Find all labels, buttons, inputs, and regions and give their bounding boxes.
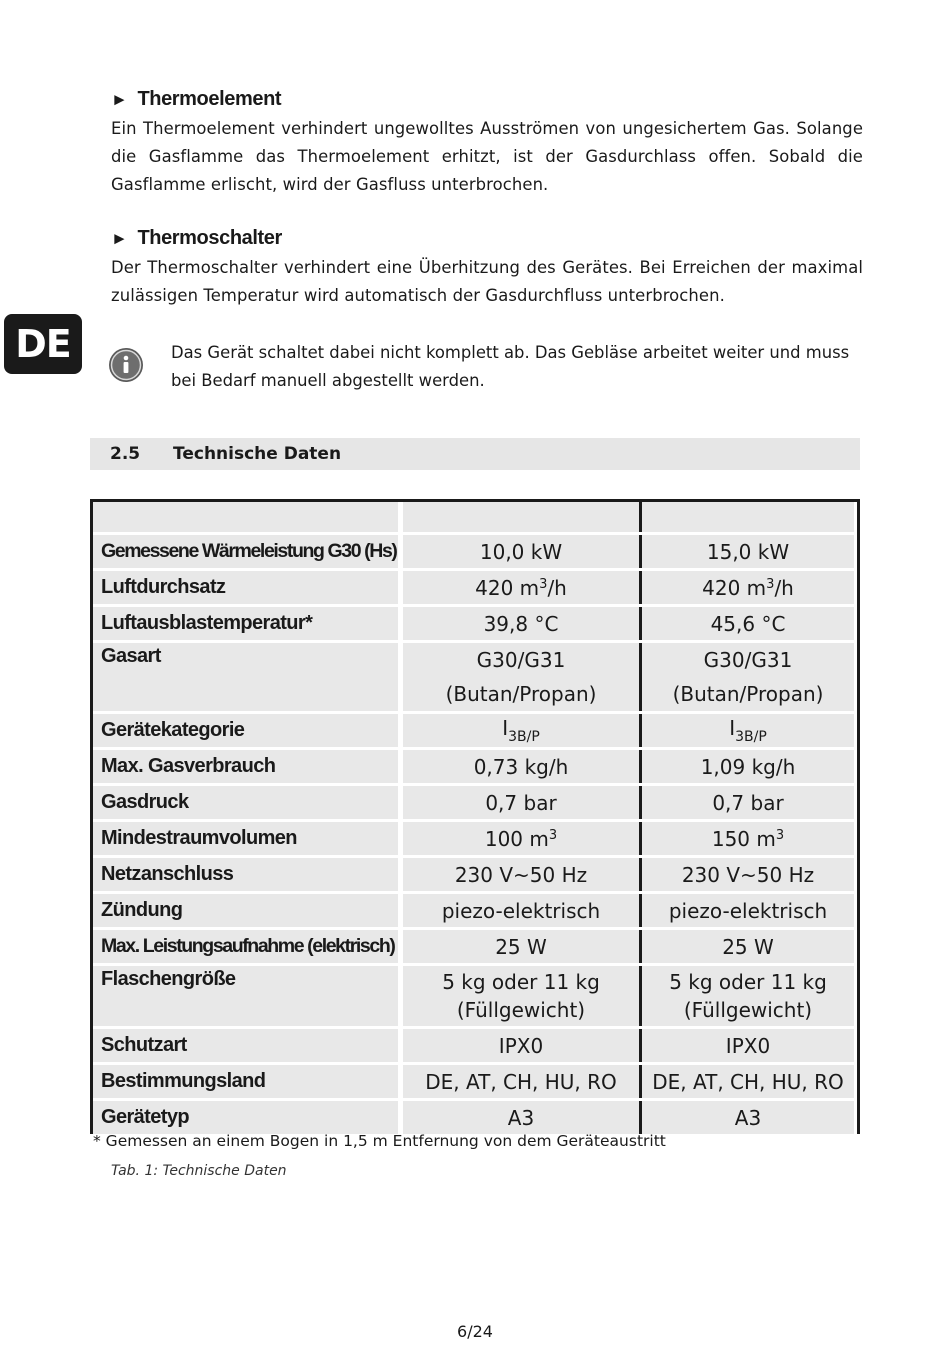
value-line: (Butan/Propan)	[445, 682, 597, 706]
row-value: DE, AT, CH, HU, RO	[642, 1065, 854, 1098]
section-thermoschalter	[111, 227, 863, 310]
row-label: Gerätetyp	[93, 1101, 403, 1134]
table-row	[93, 858, 857, 894]
row-label: Netzanschluss	[93, 858, 403, 891]
value-main: 100 m	[484, 826, 549, 851]
row-value: 1,09 kg/h	[642, 750, 854, 783]
value-main: 420 m	[475, 575, 540, 600]
row-label: Gerätekategorie	[93, 714, 403, 747]
table-row	[93, 571, 857, 607]
table-row	[93, 966, 857, 1029]
table-row	[93, 535, 857, 571]
row-value: 0,7 bar	[642, 786, 854, 819]
row-value: 230 V~50 Hz	[642, 858, 854, 891]
triangle-bullet-icon: ►	[111, 89, 128, 109]
row-value	[642, 822, 854, 855]
row-label: Gasdruck	[93, 786, 403, 819]
row-label: Gasart	[93, 643, 403, 711]
row-value	[642, 714, 854, 747]
value-subscript: 3B/P	[508, 729, 540, 745]
section-thermoelement	[111, 88, 863, 199]
value-main: I	[729, 716, 736, 740]
value-line: G30/G31	[476, 648, 566, 672]
value-line: (Füllgewicht)	[683, 998, 813, 1022]
language-tab: DE	[4, 314, 82, 374]
table-row	[93, 1029, 857, 1065]
info-icon	[108, 347, 144, 383]
page-number: 6/24	[457, 1322, 493, 1341]
table-header-cell	[403, 502, 642, 532]
row-value: 25 W	[642, 930, 854, 963]
value-line: 5 kg oder 11 kg	[442, 970, 600, 994]
section-heading-bar	[90, 438, 860, 470]
table-caption: Tab. 1: Technische Daten	[111, 1163, 287, 1179]
row-value: DE, AT, CH, HU, RO	[403, 1065, 642, 1098]
table-row	[93, 822, 857, 858]
table-row	[93, 750, 857, 786]
info-note-text: Das Gerät schaltet dabei nicht komplett ab. Das Gebläse arbeitet weiter und muss bei Bedarf manuell abgestellt werden.	[171, 343, 850, 390]
row-label: Gemessene Wärmeleistung G30 (Hs)	[93, 535, 403, 568]
row-label: Luftdurchsatz	[93, 571, 403, 604]
heading-title: Technische Daten	[173, 444, 342, 464]
value-subscript: 3B/P	[735, 729, 767, 745]
value-line: 5 kg oder 11 kg	[669, 970, 827, 994]
heading-number: 2.5	[110, 444, 141, 464]
value-line: (Butan/Propan)	[672, 682, 824, 706]
row-value: 25 W	[403, 930, 642, 963]
section-paragraph: Ein Thermoelement verhindert ungewolltes Ausströmen von ungesichertem Gas. Solange die Gasflamme das Thermoelement erhitzt, ist der Gasdurchlass offen. Sobald die Gasflamme erlischt, wird der Gasfluss unterbrochen.	[111, 119, 863, 194]
value-line: G30/G31	[703, 648, 793, 672]
row-value	[403, 571, 642, 604]
row-label: Luftausblastemperatur*	[93, 607, 403, 640]
value-rest: /h	[774, 575, 794, 600]
row-label: Schutzart	[93, 1029, 403, 1062]
row-value: IPX0	[642, 1029, 854, 1062]
section-title-text: Thermoschalter	[137, 227, 282, 249]
row-value: 0,7 bar	[403, 786, 642, 819]
row-value: A3	[642, 1101, 854, 1134]
row-value	[403, 822, 642, 855]
row-value: IPX0	[403, 1029, 642, 1062]
table-row	[93, 930, 857, 966]
row-value	[642, 643, 854, 711]
value-rest: /h	[547, 575, 567, 600]
table-row	[93, 786, 857, 822]
section-title	[111, 227, 863, 250]
triangle-bullet-icon: ►	[111, 228, 128, 248]
row-value: A3	[403, 1101, 642, 1134]
table-row	[93, 1065, 857, 1101]
table-row	[93, 894, 857, 930]
row-value: 0,73 kg/h	[403, 750, 642, 783]
table-row	[93, 643, 857, 714]
value-main: 150 m	[711, 826, 776, 851]
row-value	[642, 966, 854, 1026]
section-title	[111, 88, 863, 111]
row-value	[403, 966, 642, 1026]
row-value: piezo-elektrisch	[403, 894, 642, 927]
table-row	[93, 1101, 857, 1134]
row-value: 45,6 °C	[642, 607, 854, 640]
value-main: 420 m	[702, 575, 767, 600]
row-value	[403, 643, 642, 711]
row-label: Zündung	[93, 894, 403, 927]
table-header-row	[93, 502, 857, 535]
row-value	[403, 714, 642, 747]
row-label: Max. Gasverbrauch	[93, 750, 403, 783]
value-superscript: 3	[539, 576, 548, 592]
row-label: Bestimmungsland	[93, 1065, 403, 1098]
row-label: Flaschengröße	[93, 966, 403, 1026]
row-value	[642, 571, 854, 604]
row-label: Mindestraumvolumen	[93, 822, 403, 855]
value-main: I	[502, 716, 509, 740]
section-title-text: Thermoelement	[137, 88, 282, 110]
value-superscript: 3	[548, 827, 558, 843]
table-footnote: * Gemessen an einem Bogen in 1,5 m Entfernung von dem Geräteaustritt	[93, 1132, 666, 1150]
section-paragraph: Der Thermoschalter verhindert eine Überhitzung des Gerätes. Bei Erreichen der maximal zulässigen Temperatur wird automatisch der Gasdurchfluss unterbrochen.	[111, 258, 863, 305]
row-value: 230 V~50 Hz	[403, 858, 642, 891]
row-value: 10,0 kW	[403, 535, 642, 568]
technical-data-table	[90, 499, 860, 1134]
row-value: 15,0 kW	[642, 535, 854, 568]
value-superscript: 3	[775, 827, 785, 843]
table-header-cell	[642, 502, 854, 532]
row-label: Max. Leistungsaufnahme (elektrisch)	[93, 930, 403, 963]
value-line: (Füllgewicht)	[456, 998, 586, 1022]
value-superscript: 3	[766, 576, 775, 592]
row-value: piezo-elektrisch	[642, 894, 854, 927]
table-row	[93, 714, 857, 750]
row-value: 39,8 °C	[403, 607, 642, 640]
table-row	[93, 607, 857, 643]
table-header-cell	[93, 502, 403, 532]
